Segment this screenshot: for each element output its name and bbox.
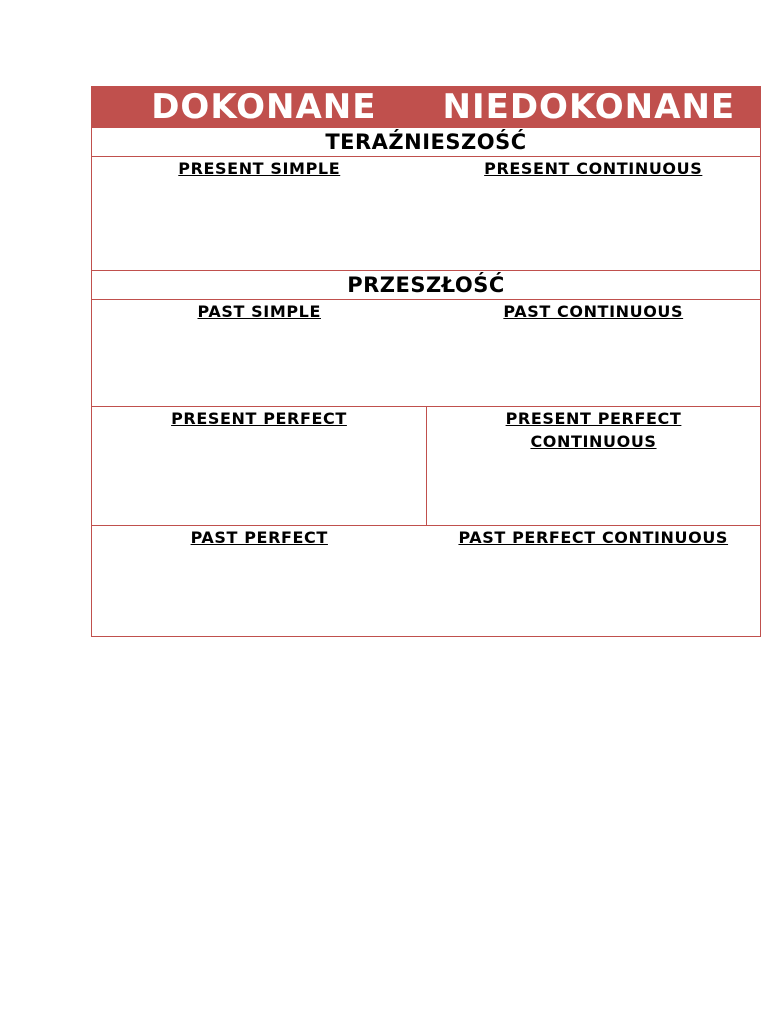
cell-past-perfect — [92, 526, 427, 637]
label-past-perfect-continuous: PAST PERFECT CONTINUOUS — [458, 528, 729, 547]
section-row-present — [92, 128, 761, 157]
section-row-past — [92, 271, 761, 300]
label-present-continuous: PRESENT CONTINUOUS — [484, 159, 703, 178]
row-present-perfect — [92, 407, 761, 526]
header-imperfective: NIEDOKONANE — [427, 87, 761, 128]
section-title-past: PRZESZŁOŚĆ — [92, 271, 761, 300]
label-past-simple: PAST SIMPLE — [197, 302, 321, 321]
cell-past-perfect-continuous — [427, 526, 761, 637]
label-past-perfect: PAST PERFECT — [190, 528, 328, 547]
label-present-simple: PRESENT SIMPLE — [178, 159, 341, 178]
cell-present-perfect-continuous — [427, 407, 761, 526]
section-title-present: TERAŹNIESZOŚĆ — [92, 128, 761, 157]
header-perfective: DOKONANE — [92, 87, 427, 128]
row-past-perfect — [92, 526, 761, 637]
label-present-perfect: PRESENT PERFECT — [171, 409, 347, 428]
row-present-simple-continuous — [92, 157, 761, 271]
cell-past-continuous — [427, 300, 761, 407]
cell-present-perfect — [92, 407, 427, 526]
header-row — [92, 87, 761, 128]
cell-past-simple — [92, 300, 427, 407]
cell-present-simple — [92, 157, 427, 271]
label-present-perfect-continuous: PRESENT PERFECT CONTINUOUS — [505, 409, 682, 451]
row-past-simple-continuous — [92, 300, 761, 407]
tense-table — [91, 86, 761, 637]
label-past-continuous: PAST CONTINUOUS — [503, 302, 684, 321]
cell-present-continuous — [427, 157, 761, 271]
